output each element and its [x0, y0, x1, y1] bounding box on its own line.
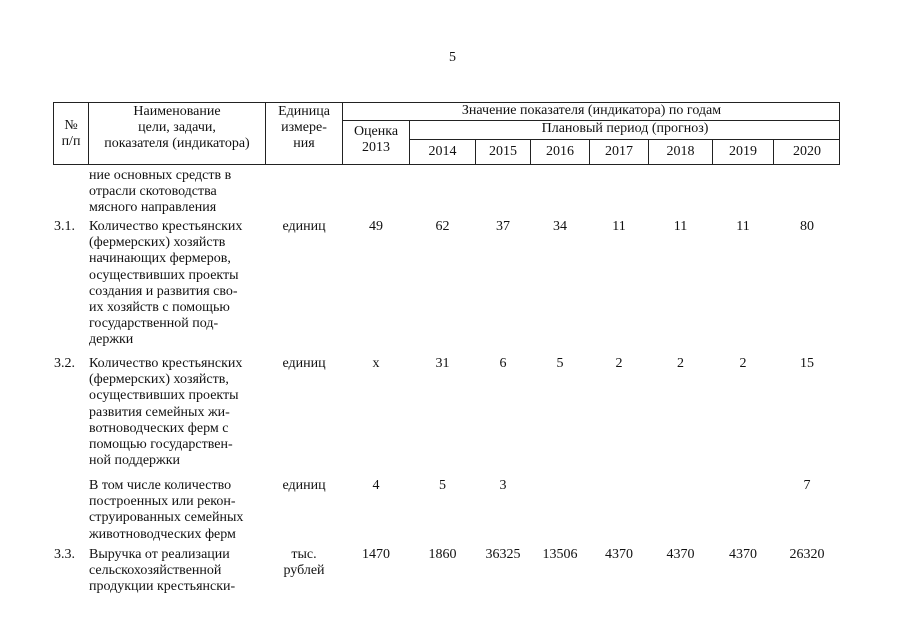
unit-line: тыс. [291, 547, 317, 562]
text-line: сельскохозяйственной [89, 563, 222, 579]
cell-value: 36325 [485, 547, 521, 562]
header-year: 2014 [428, 144, 457, 159]
row-description [89, 219, 265, 349]
header-unit-line: измере- [281, 120, 327, 135]
header-num-line: п/п [61, 134, 81, 149]
text-line: (фермерских) хозяйств [89, 235, 226, 251]
header-name [89, 104, 265, 152]
text-line: отрасли скотоводства [89, 184, 217, 200]
cell-value: 15 [800, 356, 814, 371]
unit-line: рублей [283, 563, 325, 578]
cell-value: 1860 [428, 547, 457, 562]
header-unit-line: Единица [278, 104, 330, 119]
cell-value: 7 [803, 478, 811, 493]
cell-value: 4370 [666, 547, 695, 562]
text-line: ние основных средств в [89, 168, 232, 183]
header-name-line: цели, задачи, [138, 120, 216, 135]
cell-value: 2 [739, 356, 747, 371]
text-line: Количество крестьянских [89, 219, 243, 234]
cell-value: 80 [800, 219, 814, 234]
header-num-line: № [64, 118, 78, 133]
cell-value: 4370 [605, 547, 633, 562]
cell-value: 11 [612, 219, 626, 234]
header-divider [409, 139, 840, 140]
header-estimate-line: Оценка [353, 124, 399, 139]
row-unit: единиц [282, 478, 326, 493]
text-line: вотноводческих ферм с [89, 420, 229, 436]
header-estimate-line: 2013 [362, 140, 390, 155]
header-unit-line: ния [293, 136, 315, 151]
cell-value: 13506 [542, 547, 578, 562]
header-values-title: Значение показателя (индикатора) по годам [461, 103, 722, 118]
row-number: 3.2. [54, 356, 75, 371]
text-line: начинающих фермеров, [89, 251, 231, 267]
header-name-line: показателя (индикатора) [104, 136, 250, 151]
cell-value: 3 [499, 478, 507, 493]
text-line: Количество крестьянских [89, 356, 243, 371]
cell-value: 34 [553, 219, 567, 234]
cell-value: 2 [677, 356, 684, 371]
row-description [89, 547, 265, 596]
header-year: 2018 [666, 144, 695, 159]
header-plan-title: Плановый период (прогноз) [541, 121, 709, 136]
text-line: Выручка от реализации [89, 547, 230, 562]
text-line: мясного направления [89, 200, 217, 216]
cell-value: 31 [435, 356, 450, 371]
text-line: их хозяйств с помощью [89, 300, 230, 316]
text-line: ной поддержки [89, 453, 180, 469]
row-number: 3.1. [54, 219, 75, 234]
cell-value: 4 [372, 478, 380, 493]
cell-value: 2 [615, 356, 623, 371]
header-unit [266, 104, 342, 152]
row-unit: единиц [282, 356, 326, 371]
text-line: создания и развития сво- [89, 283, 238, 299]
text-line: держки [89, 332, 134, 348]
text-line: струированных семейных [89, 510, 244, 526]
text-line: государственной под- [89, 316, 219, 332]
row-unit: единиц [282, 219, 326, 234]
header-name-line: Наименование [133, 104, 221, 119]
row-unit [266, 547, 342, 579]
text-line: помощью государствен- [89, 437, 233, 453]
text-line: осуществивших проекты [89, 267, 239, 283]
text-line: построенных или рекон- [89, 494, 236, 510]
cell-value: 37 [496, 219, 510, 234]
text-line: (фермерских) хозяйств, [89, 372, 229, 388]
row-description [89, 478, 265, 543]
text-line: развития семейных жи- [89, 404, 230, 420]
text-line: продукции крестьянски- [89, 579, 236, 595]
text-line: В том числе количество [89, 478, 232, 493]
page-number: 5 [449, 50, 456, 65]
cell-value: 5 [556, 356, 564, 371]
text-line: осуществивших проекты [89, 388, 239, 404]
row-description [89, 356, 265, 469]
header-year: 2019 [729, 144, 757, 159]
text-line: животноводческих ферм [89, 526, 236, 542]
header-year: 2016 [546, 144, 574, 159]
cell-value: x [372, 356, 380, 371]
cell-value: 49 [369, 219, 383, 234]
cell-value: 26320 [789, 547, 825, 562]
cell-value: 5 [439, 478, 446, 493]
cell-value: 11 [673, 219, 688, 234]
row-number: 3.3. [54, 547, 75, 562]
header-num [54, 118, 88, 150]
header-year: 2015 [489, 144, 517, 159]
cell-value: 6 [499, 356, 507, 371]
continuation-text [89, 168, 265, 217]
header-estimate [343, 124, 409, 156]
header-year: 2017 [605, 144, 633, 159]
cell-value: 4370 [729, 547, 757, 562]
cell-value: 1470 [362, 547, 390, 562]
cell-value: 62 [435, 219, 450, 234]
cell-value: 11 [736, 219, 750, 234]
header-year: 2020 [793, 144, 821, 159]
